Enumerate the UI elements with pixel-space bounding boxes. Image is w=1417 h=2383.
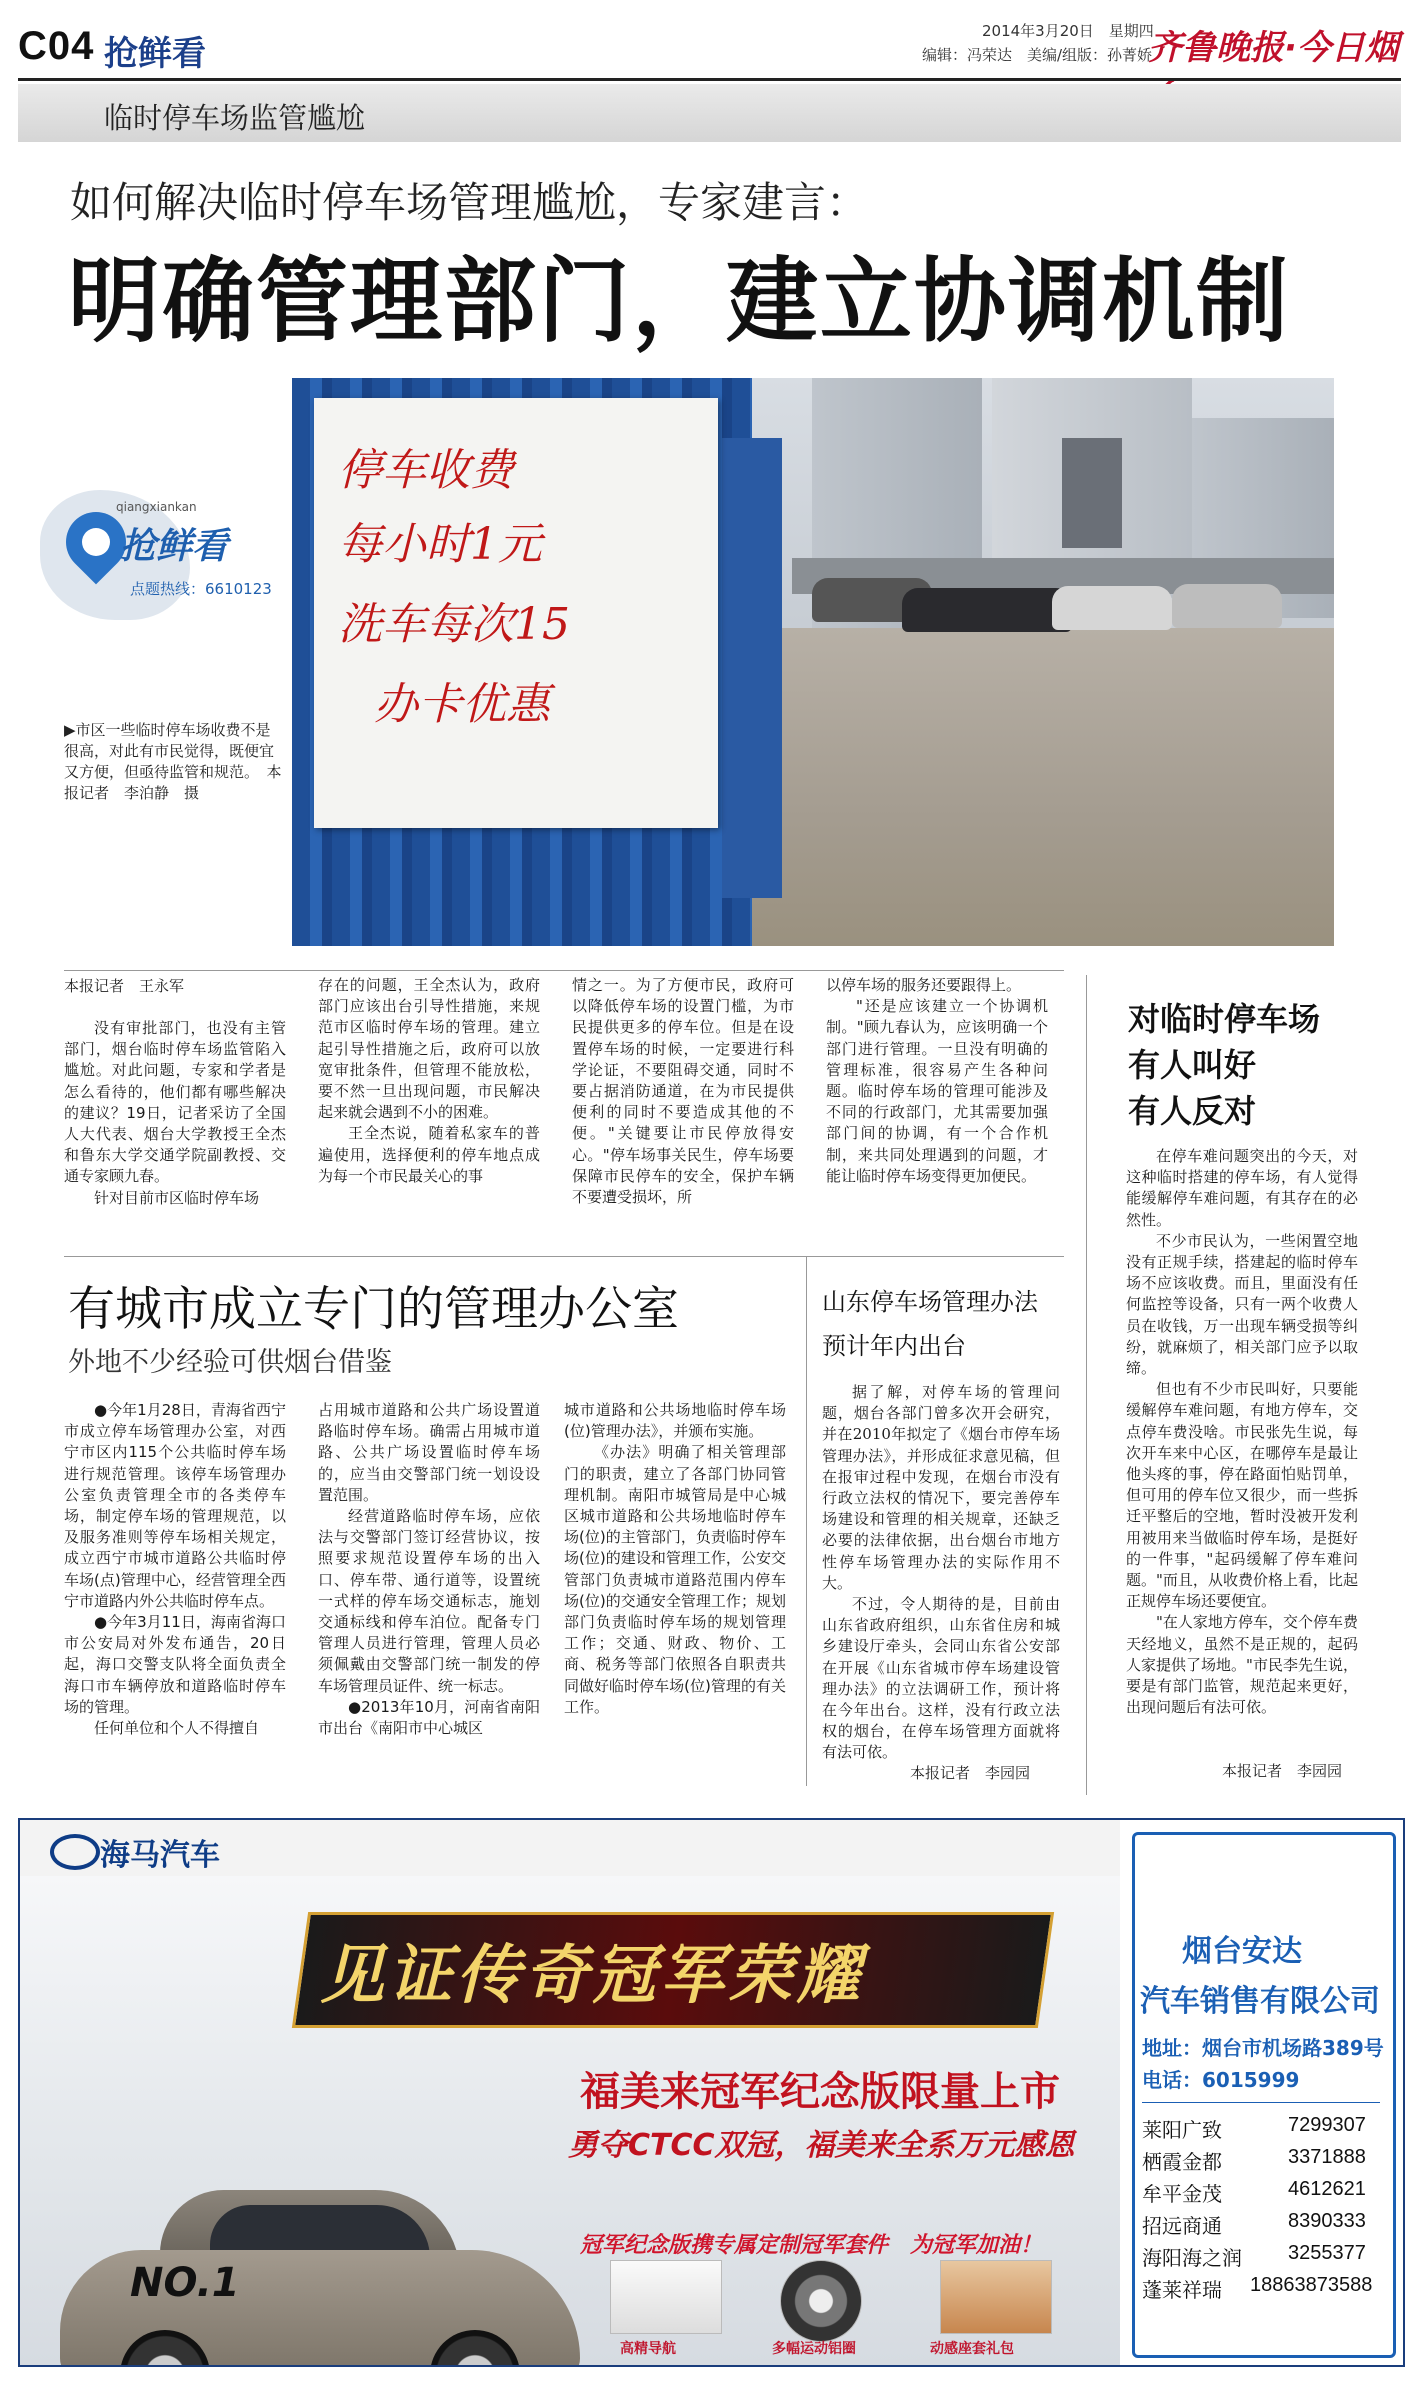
sign-line: 每小时1元 xyxy=(338,519,542,570)
news-photo xyxy=(292,378,1334,946)
paragraph: ●今年3月11日，海南省海口市公安局对外发布通告，20日起，海口交警支队将全面负责全海口市车辆停放和道路临时停车场的管理。 xyxy=(64,1613,286,1716)
ad-banner-text: 见证传奇冠军荣耀 xyxy=(320,1939,864,2013)
page-number: C04 xyxy=(18,24,95,68)
dealer-phone: 电话：6015999 xyxy=(1142,2068,1300,2092)
photo-billboard xyxy=(1062,438,1122,548)
branch-name: 莱阳广致 xyxy=(1142,2118,1222,2142)
branch-name: 海阳海之润 xyxy=(1142,2246,1242,2270)
article2-subtitle: 外地不少经验可供烟台借鉴 xyxy=(68,1347,392,1378)
box-title-line: 山东停车场管理办法 xyxy=(822,1288,1038,1316)
car-advertisement xyxy=(18,1818,1405,2367)
paragraph: 据了解，对停车场的管理问题，烟台各部门曾多次开会研究，并在2010年拟定了《烟台市停车场管理办法》，并形成征求意见稿，但在报审过程中发现，在烟台市没有行政立法权的情况下，要完善停车场建设和管理的相关规章，还缺乏必要的法律依据，出台烟台市地方性停车场管理办法的实际作用不大。 xyxy=(822,1383,1060,1592)
paragraph: "还是应该建立一个协调机制。"顾九春认为，应该明确一个部门进行管理。一旦没有明确的管理标准，很容易产生各种问题。临时停车场的管理可能涉及不同的行政部门，尤其需要加强部门间的协调，有一个合作机制，来共同处理遇到的问题，才能让临时停车场变得更加便民。 xyxy=(826,997,1048,1185)
hotline: 点题热线：6610123 xyxy=(130,580,272,598)
article-column-3 xyxy=(572,975,794,1208)
branch-phone: 7299307 xyxy=(1288,2114,1366,2136)
paragraph: 不少市民认为，一些闲置空地没有正规手续，搭建起的临时停车场不应该收费。而且，里面没有任何监控等设备，只有一两个收费人员在收钱，万一出现车辆受损等纠纷，就麻烦了，相关部门应予以取缔。 xyxy=(1126,1231,1358,1378)
divider xyxy=(64,970,1064,971)
branch-phone: 3255377 xyxy=(1288,2242,1366,2264)
editor-credits: 编辑：冯荣达 美编/组版：孙菁娇 xyxy=(922,46,1153,64)
paragraph: 没有审批部门，也没有主管部门，烟台临时停车场监管陷入尴尬。对此问题，专家和学者是怎么看待的，他们都有哪些解决的建议？19日，记者采访了全国人大代表、烟台大学教授王全杰和鲁东大学交通学院副教授、交通专家顾九春。 xyxy=(64,1019,286,1186)
column-logo: 抢鲜看 xyxy=(120,526,229,567)
sidebar-body xyxy=(1126,1146,1358,1718)
paragraph: 针对目前市区临时停车场 xyxy=(94,1188,260,1207)
box-byline: 本报记者 李园园 xyxy=(910,1764,1031,1782)
paragraph: ●2013年10月，河南省南阳市出台《南阳市中心城区 xyxy=(318,1697,540,1738)
parking-fee-sign xyxy=(314,398,718,828)
paragraph: 经营道路临时停车场，应依法与交警部门签订经营协议，按照要求规范设置停车场的出入口、停车带、通行道等，设置统一式样的停车场交通标志，施划交通标线和停车泊位。配备专门管理人员进行管理，管理人员必须佩戴由交警部门统一制发的停车场管理员证件、统一标志。 xyxy=(318,1507,540,1695)
column-rule xyxy=(1086,975,1087,1795)
paragraph: "在人家地方停车，交个停车费天经地义，虽然不是正规的，起码人家提供了场地。"市民李先生说，要是有部门监管，规范起来更好，出现问题后有法可依。 xyxy=(1126,1613,1358,1717)
ad-item-label: 动感座套礼包 xyxy=(930,2341,1014,2357)
column-name: 抢鲜看 xyxy=(104,34,206,74)
dealer-address: 地址：烟台市机场路389号 xyxy=(1142,2036,1384,2060)
paragraph: 占用城市道路和公共广场设置道路临时停车场。确需占用城市道路、公共广场设置临时停车场的，应当由交警部门统一划设设置范围。 xyxy=(318,1401,540,1504)
ad-slogan-1: 福美来冠军纪念版限量上市 xyxy=(580,2069,1060,2115)
branch-phone: 18863873588 xyxy=(1250,2274,1373,2296)
sidebar-byline: 本报记者 李园园 xyxy=(1222,1762,1343,1780)
photo-car xyxy=(902,588,1072,632)
article-column-4 xyxy=(826,975,1048,1187)
article-column-1 xyxy=(64,1018,286,1209)
issue-date: 2014年3月20日 星期四 xyxy=(982,22,1154,40)
blue-fence-post xyxy=(722,438,782,898)
gift-box-icon xyxy=(940,2260,1052,2334)
paragraph: 《办法》明确了相关管理部门的职责，建立了各部门协同管理机制。南阳市城管局是中心城区城市道路和公共场地临时停车场(位)的主管部门，负责临时停车场(位)的建设和管理工作，公安交管部门负责城市道路范围内停车场(位)的交通安全管理工作；规划部门负责临时停车场的规划管理工作；交通、财政、物价、工商、税务等部门依照各自职责共同做好临时停车场(位)管理的有关工作。 xyxy=(564,1443,786,1716)
paragraph: 任何单位和个人不得擅自 xyxy=(94,1719,260,1738)
header-rule xyxy=(18,78,1401,81)
box-body xyxy=(822,1382,1060,1764)
sidebar-title-line: 对临时停车场 xyxy=(1128,1000,1321,1038)
navigation-unit-icon xyxy=(610,2260,722,2334)
article-byline: 本报记者 王永军 xyxy=(64,977,185,995)
article2-column-3 xyxy=(564,1400,786,1718)
branch-name: 栖霞金都 xyxy=(1142,2150,1222,2174)
car-decal: NO.1 xyxy=(130,2260,240,2306)
headline-kicker: 如何解决临时停车场管理尴尬，专家建言： xyxy=(70,178,869,227)
article2-column-2 xyxy=(318,1400,540,1739)
alloy-wheel-icon xyxy=(780,2260,862,2342)
eye-icon xyxy=(82,528,110,556)
sidebar-title-line: 有人叫好 xyxy=(1128,1046,1257,1084)
paragraph: 不过，令人期待的是，目前由山东省政府组织，山东省住房和城乡建设厅牵头，会同山东省公安部在开展《山东省城市停车场建设管理办法》的立法调研工作，预计将在今年出台。这样，没有行政立法权的烟台，在停车场管理方面就将有法可依。 xyxy=(822,1595,1060,1762)
paragraph: 情之一。为了方便市民，政府可以降低停车场的设置门槛，为市民提供更多的停车位。但是在设置停车场的时候，一定要进行科学论证，不要阻碍交通，同时不要占据消防通道，在为市民提供便利的同时不要造成其他的不便。"关键要让市民停放得安心。"停车场事关民生，停车场要保障市民停车的安全，保护车辆不要遭受损坏，所 xyxy=(572,976,794,1207)
paragraph: 但也有不少市民叫好，只要能缓解停车难问题，有地方停车，交点停车费没啥。市民张先生说，每次开车来中心区，在哪停车是最让他头疼的事，停在路面怕贴罚单，但可用的停车位又很少，而一些拆迁平整后的空地，暂时没被开发利用被用来当做临时停车场，是挺好的一件事，"起码缓解了停车难问题。"而且，从收费价格上看，比起正规停车场还要便宜。 xyxy=(1126,1380,1358,1611)
ad-brand: 海马汽车 xyxy=(100,1838,220,1873)
ad-item-label: 高精导航 xyxy=(620,2341,676,2357)
ad-package-line: 冠军纪念版携专属定制冠军套件 为冠军加油！ xyxy=(580,2233,1043,2258)
sidebar-title-line: 有人反对 xyxy=(1128,1092,1257,1130)
headline-main: 明确管理部门，建立协调机制 xyxy=(68,248,1291,355)
article-column-2 xyxy=(318,975,540,1187)
ad-slogan-2: 勇夺CTCC双冠，福美来全系万元感恩 xyxy=(568,2128,1075,2163)
paragraph: 以停车场的服务还要跟得上。 xyxy=(826,976,1022,994)
sign-line: 洗车每次15 xyxy=(338,599,570,650)
article2-column-1 xyxy=(64,1400,286,1739)
dealer-name: 烟台安达 xyxy=(1182,1934,1302,1969)
photo-car xyxy=(1052,586,1172,630)
paragraph: 存在的问题，王全杰认为，政府部门应该出台引导性措施，来规范市区临时停车场的管理。建立起引导性措施之后，政府可以放宽审批条件，但管理不能放松，要不然一旦出现问题，市民解决起来就会遇到不小的困难。 xyxy=(318,976,540,1122)
branch-name: 牟平金茂 xyxy=(1142,2182,1222,2206)
branch-name: 招远商通 xyxy=(1142,2214,1222,2238)
branch-phone: 4612621 xyxy=(1288,2178,1366,2200)
paragraph: 城市道路和公共场地临时停车场(位)管理办法》，并颁布实施。 xyxy=(564,1401,786,1441)
paragraph: 在停车难问题突出的今天，对这种临时搭建的停车场，有人觉得能缓解停车难问题，有其存在的必然性。 xyxy=(1126,1147,1358,1229)
divider xyxy=(64,1256,1064,1257)
photo-car xyxy=(1172,584,1282,628)
sidebar-title xyxy=(1128,996,1320,1134)
sign-line: 停车收费 xyxy=(338,445,514,496)
box-title-line: 预计年内出台 xyxy=(822,1332,966,1360)
photo-caption: ▶市区一些临时停车场收费不是很高，对此有市民觉得，既便宜又方便，但亟待监管和规范。 本报记者 李泊静 摄 xyxy=(64,721,282,802)
haima-logo-icon xyxy=(50,1834,100,1870)
branch-phone: 3371888 xyxy=(1288,2146,1366,2168)
sign-line: 办卡优惠 xyxy=(374,679,550,730)
paragraph: ●今年1月28日，青海省西宁市成立停车场管理办公室，对西宁市区内115个公共临时停车场进行规范管理。该停车场管理办公室负责管理全市的各类停车场，制定停车场的管理规范，以及服务准则等停车场相关规定，成立西宁市城市道路公共临时停车场(点)管理中心，经营管理全西宁市道路内外公共临时停车点。 xyxy=(64,1401,286,1610)
column-rule xyxy=(806,1256,807,1786)
logo-roman: qiangxiankan xyxy=(116,500,197,514)
dealer-company: 汽车销售有限公司 xyxy=(1140,1984,1380,2019)
topic-title: 临时停车场监管尴尬 xyxy=(104,101,366,135)
ad-item-label: 多幅运动铝圈 xyxy=(772,2341,856,2357)
branch-phone: 8390333 xyxy=(1288,2210,1366,2232)
newspaper-logo: 齐鲁晚报·今日烟 xyxy=(1148,28,1399,68)
paragraph: 王全杰说，随着私家车的普遍使用，选择便利的停车地点成为每一个市民最关心的事 xyxy=(318,1124,540,1185)
branch-name: 蓬莱祥瑞 xyxy=(1142,2278,1222,2302)
divider xyxy=(1142,2102,1380,2103)
article2-title: 有城市成立专门的管理办公室 xyxy=(68,1282,679,1337)
